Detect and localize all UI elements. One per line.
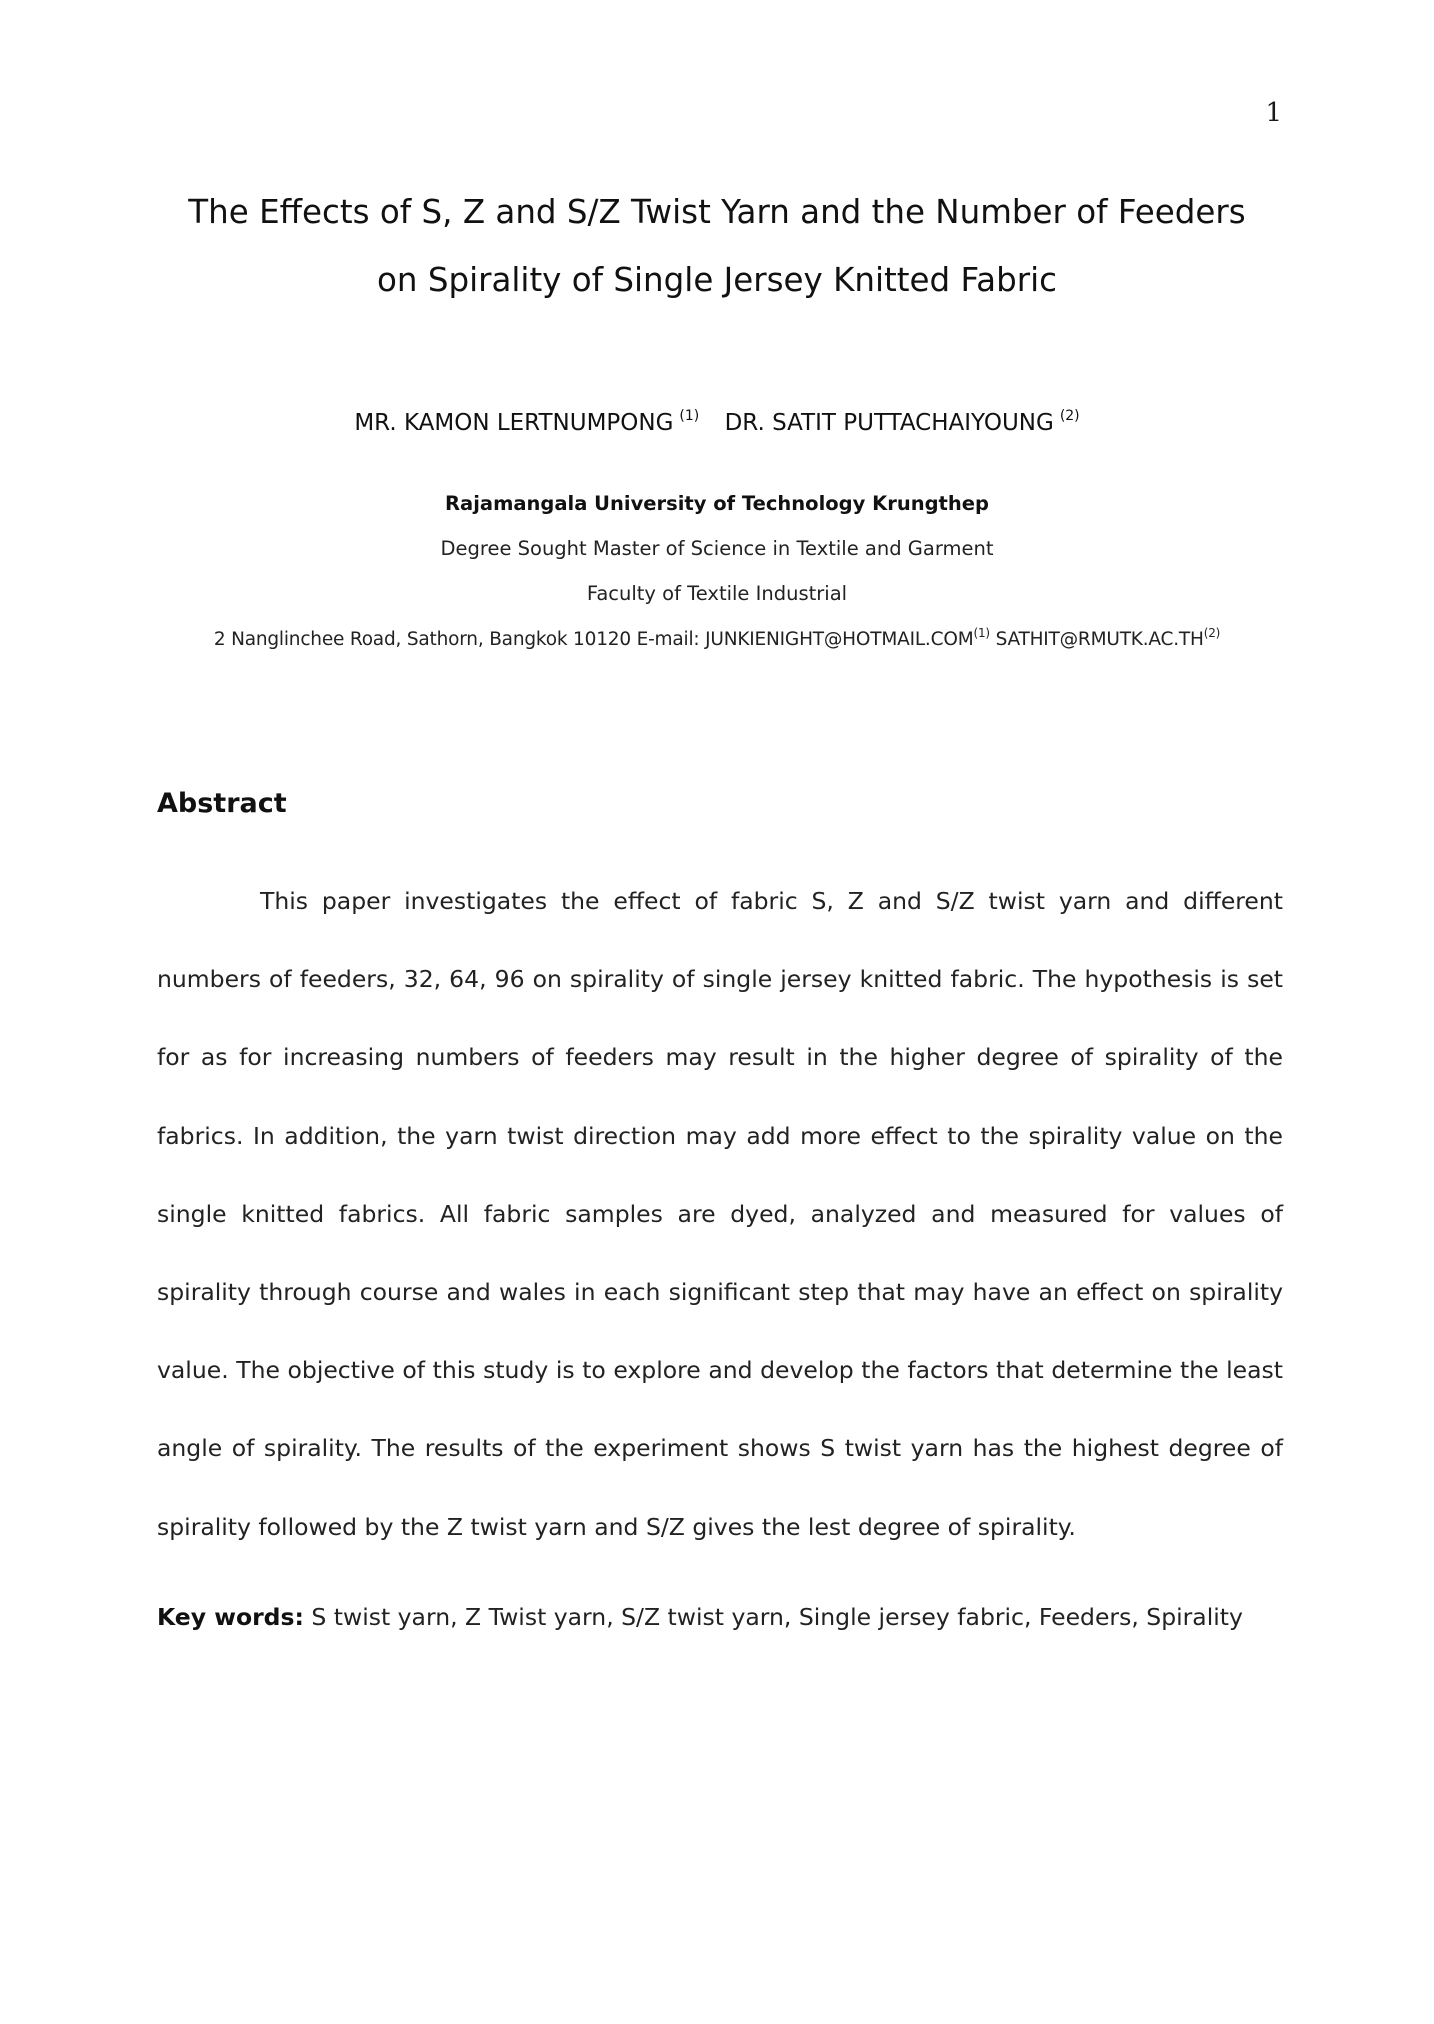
title-line-2: on Spirality of Single Jersey Knitted Fabric xyxy=(377,261,1057,299)
email-2-ref: (2) xyxy=(1203,626,1221,640)
degree: Degree Sought Master of Science in Textile and Garment xyxy=(440,537,994,560)
keywords-text: S twist yarn, Z Twist yarn, S/Z twist yarn, Single jersey fabric, Feeders, Spirality xyxy=(311,1603,1243,1631)
author-1-name: MR. KAMON LERTNUMPONG xyxy=(354,410,674,436)
university: Rajamangala University of Technology Krungthep xyxy=(445,492,989,515)
address: 2 Nanglinchee Road, Sathorn, Bangkok 10120 E-mail: xyxy=(213,629,700,650)
keywords-label: Key words: xyxy=(157,1603,304,1631)
email-2: SATHIT@RMUTK.AC.TH xyxy=(995,629,1204,650)
author-2-name: DR. SATIT PUTTACHAIYOUNG xyxy=(724,410,1054,436)
abstract-body: This paper investigates the effect of fabric S, Z and S/Z twist yarn and different numbers of feeders, 32, 64, 96 on spirality of single jersey knitted fabric. The hypothesis is set for as for increasing numbers of feeders may result in the higher degree of spirality of the fabrics. In addition, the yarn twist direction may add more effect to the spirality value on the single knitted fabrics. All fabric samples are dyed, analyzed and measured for values of spirality through course and wales in each significant step that may have an effect on spirality value. The objective of this study is to explore and develop the factors that determine the least angle of spirality. The results of the experiment shows S twist yarn has the highest degree of spirality followed by the Z twist yarn and S/Z gives the lest degree of spirality. xyxy=(157,887,1283,1541)
faculty: Faculty of Textile Industrial xyxy=(586,582,848,605)
page-number: 1 xyxy=(1265,98,1282,128)
author-1 xyxy=(354,408,699,436)
email-1-ref: (1) xyxy=(973,626,990,640)
author-2-ref: (2) xyxy=(1059,408,1080,424)
abstract-heading: Abstract xyxy=(157,788,287,819)
paper-title xyxy=(0,178,1434,314)
author-list xyxy=(0,408,1434,436)
title-line-1: The Effects of S, Z and S/Z Twist Yarn and the Number of Feeders xyxy=(188,193,1246,231)
author-1-ref: (1) xyxy=(679,408,700,424)
address-line xyxy=(0,626,1434,650)
email-1: JUNKIENIGHT@HOTMAIL.COM xyxy=(705,629,974,650)
keywords xyxy=(157,1603,1243,1631)
author-2 xyxy=(725,408,1080,436)
